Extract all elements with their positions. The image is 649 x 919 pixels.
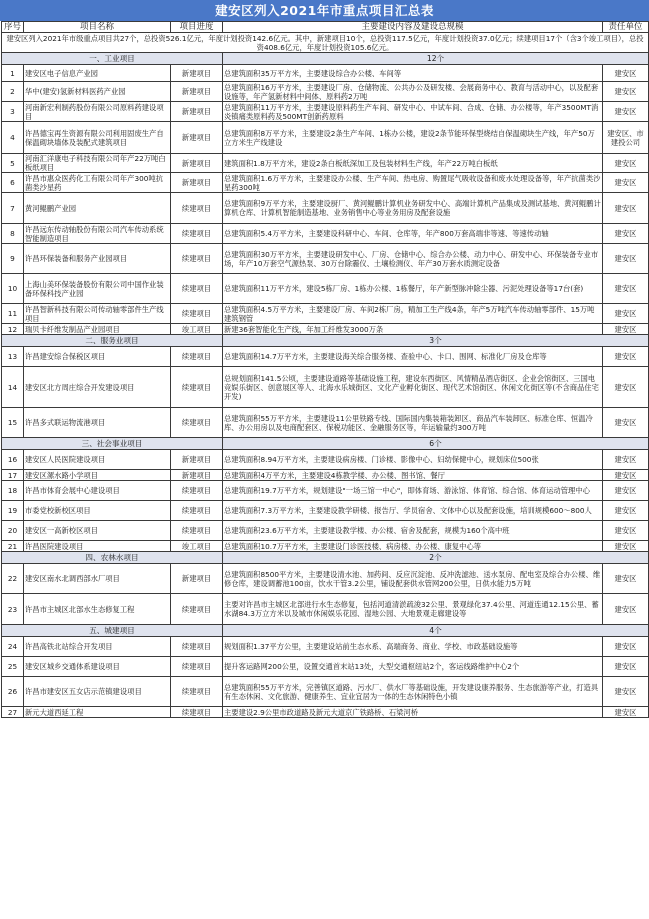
project-name: 瑞贝卡纤维发制品产业园项目 [24, 324, 171, 335]
project-name: 河南汇洋康电子科技有限公司年产22万吨白板纸项目 [24, 154, 171, 173]
project-progress: 新建项目 [171, 154, 223, 173]
project-description: 总建筑面积11万平方米，建设5栋厂房、1栋办公楼、1栋餐厅，年产新型脉冲除尘器、污泥处理设备等17台(套) [223, 274, 603, 304]
responsible-unit: 建安区 [603, 637, 649, 657]
row-number: 21 [2, 541, 24, 552]
row-number: 10 [2, 274, 24, 304]
header-unit: 责任单位 [603, 22, 649, 33]
row-number: 1 [2, 65, 24, 82]
project-name: 许昌市建安区五女店示范镇建设项目 [24, 677, 171, 707]
table-row [2, 637, 649, 657]
project-description: 总建筑面积7.3万平方米，主要建设教学研楼、报告厅、学员宿舍、文体中心以及配套设施，培训规模600～800人 [223, 501, 603, 521]
project-progress: 竣工项目 [171, 541, 223, 552]
category-name: 五、城建项目 [2, 625, 223, 637]
responsible-unit: 建安区 [603, 677, 649, 707]
project-description: 规划面积1.37平方公里，主要建设站前生态水系、高端商务、商业、学校、市政基础设施等 [223, 637, 603, 657]
row-number: 12 [2, 324, 24, 335]
project-name: 许昌德宝再生资源有限公司利用固废生产自保温砌块墙体及装配式建筑项目 [24, 122, 171, 154]
responsible-unit: 建安区 [603, 481, 649, 501]
project-progress: 续建项目 [171, 657, 223, 677]
project-progress: 续建项目 [171, 224, 223, 244]
project-description: 总建筑面积8.94万平方米，主要建设病房楼、门诊楼、影像中心、妇幼保健中心，规划床位500张 [223, 450, 603, 470]
project-description: 总建筑面积10.7万平方米，主要建设门诊医技楼、病房楼、办公楼、康复中心等 [223, 541, 603, 552]
table-row [2, 224, 649, 244]
project-name: 许昌建安综合保税区项目 [24, 347, 171, 367]
project-description: 总建筑面积30万平方米，主要建设研发中心、厂房、仓储中心、综合办公楼、动力中心、研发中心、环保装备专业市场，年产10万套空气源热泵、30万台除霾仪、土壤检测仪、年产30万套水质测定设备 [223, 244, 603, 274]
responsible-unit: 建安区 [603, 501, 649, 521]
project-name: 许昌医院建设项目 [24, 541, 171, 552]
responsible-unit: 建安区 [603, 244, 649, 274]
project-progress: 新建项目 [171, 122, 223, 154]
table-row [2, 244, 649, 274]
responsible-unit: 建安区 [603, 347, 649, 367]
responsible-unit: 建安区 [603, 408, 649, 438]
responsible-unit: 建安区 [603, 707, 649, 718]
row-number: 14 [2, 367, 24, 408]
project-name: 建安区一高新校区项目 [24, 521, 171, 541]
table-row [2, 173, 649, 193]
project-description: 总建筑面积11万平方米，主要建设原料药生产车间、研发中心、中试车间、合成、仓储、办公楼等，年产3500MT消炎镇痛类原料药及500MT创新药原料 [223, 102, 603, 122]
header-name: 项目名称 [24, 22, 171, 33]
project-name: 许昌远东传动轴股份有限公司汽车传动系统智能制造项目 [24, 224, 171, 244]
table-row [2, 677, 649, 707]
table-row [2, 122, 649, 154]
project-name: 许昌高铁北站综合开发项目 [24, 637, 171, 657]
project-name: 上海山美环保装备股份有限公司中国作业装备环保科技产业园 [24, 274, 171, 304]
project-description: 总建筑面积35万平方米，主要建设综合办公楼、车间等 [223, 65, 603, 82]
table-title: 建安区列入2021年市重点项目汇总表 [0, 0, 649, 21]
category-row [2, 53, 649, 65]
project-progress: 续建项目 [171, 367, 223, 408]
project-progress: 新建项目 [171, 102, 223, 122]
row-number: 16 [2, 450, 24, 470]
project-progress: 新建项目 [171, 470, 223, 481]
table-row [2, 470, 649, 481]
table-row [2, 541, 649, 552]
table-row [2, 102, 649, 122]
responsible-unit: 建安区 [603, 274, 649, 304]
project-name: 华中(建安)氢新材料医药产业园 [24, 82, 171, 102]
responsible-unit: 建安区 [603, 367, 649, 408]
project-progress: 续建项目 [171, 521, 223, 541]
table-row [2, 521, 649, 541]
category-name: 四、农林水项目 [2, 552, 223, 564]
project-name: 河南新宏利制药股份有限公司原料药建设项目 [24, 102, 171, 122]
responsible-unit: 建安区、市建投公司 [603, 122, 649, 154]
row-number: 3 [2, 102, 24, 122]
category-count: 12个 [223, 53, 649, 65]
header-progress: 项目进度 [171, 22, 223, 33]
category-name: 二、服务业项目 [2, 335, 223, 347]
category-row [2, 335, 649, 347]
project-progress: 续建项目 [171, 347, 223, 367]
responsible-unit: 建安区 [603, 65, 649, 82]
table-body [2, 33, 649, 718]
project-name: 许昌环保装备和服务产业园项目 [24, 244, 171, 274]
project-description: 总建筑面积1.6万平方米，主要建设办公楼、生产车间、热电房、购置尾气吸收设备和废水处理设备等，年产抗菌类沙星药300吨 [223, 173, 603, 193]
header-desc: 主要建设内容及建设总规模 [223, 22, 603, 33]
project-name: 新元大道西延工程 [24, 707, 171, 718]
category-row [2, 438, 649, 450]
project-progress: 新建项目 [171, 65, 223, 82]
project-progress: 新建项目 [171, 564, 223, 594]
project-name: 建安区南水北调西部水厂项目 [24, 564, 171, 594]
row-number: 6 [2, 173, 24, 193]
project-description: 总规划面积141.5公顷，主要建设道路等基础设施工程，建设东西街区、风情精品酒店街区、企业会馆街区、三国电竞娱乐街区、创意展区等人、北海水乐城街区、文化产业孵化街区、现代艺术馆街区、休闲文化街区等(不含商品住宅开发) [223, 367, 603, 408]
project-description: 总建筑面积4.5万平方米，主要建设厂房、车间2栋厂房，精加工生产线4条，年产5万吨汽车传动轴零部件、15万吨建筑钢管 [223, 304, 603, 324]
project-description: 总建筑面积23.6万平方米，主要建设教学楼、办公楼、宿舍及配套，规模为160个高中班 [223, 521, 603, 541]
responsible-unit: 建安区 [603, 564, 649, 594]
responsible-unit: 建安区 [603, 594, 649, 625]
project-progress: 续建项目 [171, 304, 223, 324]
table-row [2, 707, 649, 718]
project-progress: 续建项目 [171, 707, 223, 718]
category-count: 4个 [223, 625, 649, 637]
table-row [2, 501, 649, 521]
row-number: 18 [2, 481, 24, 501]
project-description: 总建筑面积8万平方米，主要建设2条生产车间、1栋办公楼，建设2条节能环保型烧结自保温砌块生产线，年产50万立方米生产线建设 [223, 122, 603, 154]
responsible-unit: 建安区 [603, 102, 649, 122]
table-row [2, 657, 649, 677]
project-progress: 续建项目 [171, 274, 223, 304]
project-description: 总建筑面积8500平方米，主要建设清水池、加药间、反应沉淀池、反冲洗滤池、送水泵房、配电室及综合办公楼、维修仓库，建设调蓄池100亩，饮水干管3.2公里，铺设配套供水管网200公里，日供水能力5万吨 [223, 564, 603, 594]
category-name: 三、社会事业项目 [2, 438, 223, 450]
project-progress: 新建项目 [171, 450, 223, 470]
intro-text: 建安区列入2021年市级重点项目共27个，总投资526.1亿元，年度计划投资142.6亿元。其中，新建项目10个，总投资117.5亿元，年度计划投资37.0亿元；续建项目17个（含3个竣工项目），总投资408.6亿元，年度计划投资105.6亿元。 [2, 33, 649, 53]
project-progress: 新建项目 [171, 173, 223, 193]
project-progress: 续建项目 [171, 677, 223, 707]
row-number: 11 [2, 304, 24, 324]
project-description: 总建筑面积16万平方米，主要建设厂房、仓储物流、公共办公及研发楼、会展商务中心、教育与活动中心，以及配套设施等，年产氢新材料中间体、原料药2万吨 [223, 82, 603, 102]
project-description: 建筑面积1.8万平方米，建设2条白板纸深加工及包装材料生产线，年产22万吨白板纸 [223, 154, 603, 173]
row-number: 20 [2, 521, 24, 541]
table-row [2, 193, 649, 224]
project-progress: 续建项目 [171, 193, 223, 224]
project-description: 总建筑面积5.4万平方米，主要建设科研中心、车间、仓库等，年产800万套高端非等速、等速传动轴 [223, 224, 603, 244]
table-row [2, 154, 649, 173]
project-name: 建安区电子信息产业园 [24, 65, 171, 82]
category-count: 6个 [223, 438, 649, 450]
table-row [2, 408, 649, 438]
table-row [2, 324, 649, 335]
category-row [2, 625, 649, 637]
row-number: 2 [2, 82, 24, 102]
project-progress: 续建项目 [171, 244, 223, 274]
responsible-unit: 建安区 [603, 154, 649, 173]
responsible-unit: 建安区 [603, 224, 649, 244]
row-number: 27 [2, 707, 24, 718]
responsible-unit: 建安区 [603, 324, 649, 335]
category-name: 一、工业项目 [2, 53, 223, 65]
project-name: 许昌市主城区北部水生态修复工程 [24, 594, 171, 625]
responsible-unit: 建安区 [603, 541, 649, 552]
project-description: 主要对许昌市主城区北部进行水生态修复，包括河道清淤疏浚32公里、景观绿化37.4公里、河道连通12.15公里、蓄水湖84.3万立方米以及城市休闲娱乐花园、湿地公园、大地景观走廊建设等 [223, 594, 603, 625]
responsible-unit: 建安区 [603, 82, 649, 102]
table-row [2, 564, 649, 594]
project-progress: 续建项目 [171, 408, 223, 438]
project-name: 建安区北方周庄综合开发建设项目 [24, 367, 171, 408]
project-description: 总建筑面积55万平方米，主要建设11公里铁路专线、国际国内集装箱装卸区、商品汽车装卸区、标准仓库、恒温冷库、办公用房以及电商配套区、保税功能区、金融服务区等，年运输量约300万吨 [223, 408, 603, 438]
row-number: 17 [2, 470, 24, 481]
project-description: 总建筑面积14.7万平方米，主要建设海关综合服务楼、查验中心、卡口、围网、标准化厂房及仓库等 [223, 347, 603, 367]
category-count: 2个 [223, 552, 649, 564]
table-row [2, 65, 649, 82]
project-name: 许昌市体育会展中心建设项目 [24, 481, 171, 501]
row-number: 7 [2, 193, 24, 224]
row-number: 24 [2, 637, 24, 657]
row-number: 25 [2, 657, 24, 677]
responsible-unit: 建安区 [603, 657, 649, 677]
table-row [2, 304, 649, 324]
project-name: 市委党校新校区项目 [24, 501, 171, 521]
project-description: 总建筑面积19.7万平方米，规划建设"一场三馆一中心"，即体育场、游泳馆、体育馆、综合馆、体育运动管理中心 [223, 481, 603, 501]
project-progress: 续建项目 [171, 501, 223, 521]
responsible-unit: 建安区 [603, 173, 649, 193]
responsible-unit: 建安区 [603, 304, 649, 324]
row-number: 5 [2, 154, 24, 173]
category-count: 3个 [223, 335, 649, 347]
intro-row [2, 33, 649, 53]
row-number: 19 [2, 501, 24, 521]
responsible-unit: 建安区 [603, 193, 649, 224]
responsible-unit: 建安区 [603, 470, 649, 481]
responsible-unit: 建安区 [603, 521, 649, 541]
row-number: 4 [2, 122, 24, 154]
table-row [2, 367, 649, 408]
project-description: 总建筑面积9万平方米，主要建设厨厂、黄河鲲鹏计算机业务研发中心、高端计算机产品集成及测试基地、黄河鲲鹏计算机仓库、计算机智能制造基地、业务销售中心等业务用房及配套设施 [223, 193, 603, 224]
row-number: 26 [2, 677, 24, 707]
category-row [2, 552, 649, 564]
header-no: 序号 [2, 22, 24, 33]
project-name: 黄河鲲鹏产业园 [24, 193, 171, 224]
row-number: 9 [2, 244, 24, 274]
project-name: 建安区城乡交通体系建设项目 [24, 657, 171, 677]
project-name: 许昌智新科技有限公司传动轴零部件生产线项目 [24, 304, 171, 324]
project-progress: 续建项目 [171, 594, 223, 625]
project-progress: 新建项目 [171, 82, 223, 102]
row-number: 22 [2, 564, 24, 594]
header-row [2, 22, 649, 33]
row-number: 23 [2, 594, 24, 625]
project-description: 主要建设2.9公里市政道路及新元大道京广铁路桥、石梁河桥 [223, 707, 603, 718]
project-name: 许昌市惠众医药化工有限公司年产300吨抗菌类沙星药 [24, 173, 171, 193]
responsible-unit: 建安区 [603, 450, 649, 470]
table-row [2, 594, 649, 625]
project-name: 许昌多式联运物流港项目 [24, 408, 171, 438]
table-row [2, 347, 649, 367]
table-row [2, 82, 649, 102]
project-description: 新建36套智能化生产线，年加工纤维发3000万条 [223, 324, 603, 335]
project-progress: 竣工项目 [171, 324, 223, 335]
project-description: 总建筑面积55万平方米，完善镇区道路、污水厂、供水厂等基础设施，开发建设康养服务、生态旅游等产业，打造具有生态休闲、文化旅游、健康养生、宜业宜居为一体的生态休闲特色小镇 [223, 677, 603, 707]
table-row [2, 450, 649, 470]
project-name: 建安区人民医院建设项目 [24, 450, 171, 470]
project-description: 总建筑面积4万平方米，主要建设4栋教学楼、办公楼、图书馆、餐厅 [223, 470, 603, 481]
table-row [2, 274, 649, 304]
row-number: 8 [2, 224, 24, 244]
row-number: 15 [2, 408, 24, 438]
table-row [2, 481, 649, 501]
project-name: 建安区漯水路小学项目 [24, 470, 171, 481]
project-progress: 续建项目 [171, 481, 223, 501]
project-description: 提升客运路网200公里，设置交通首末站13处，大型交通枢纽站2个，客运线路维护中心2个 [223, 657, 603, 677]
project-table [1, 21, 649, 718]
project-progress: 续建项目 [171, 637, 223, 657]
row-number: 13 [2, 347, 24, 367]
